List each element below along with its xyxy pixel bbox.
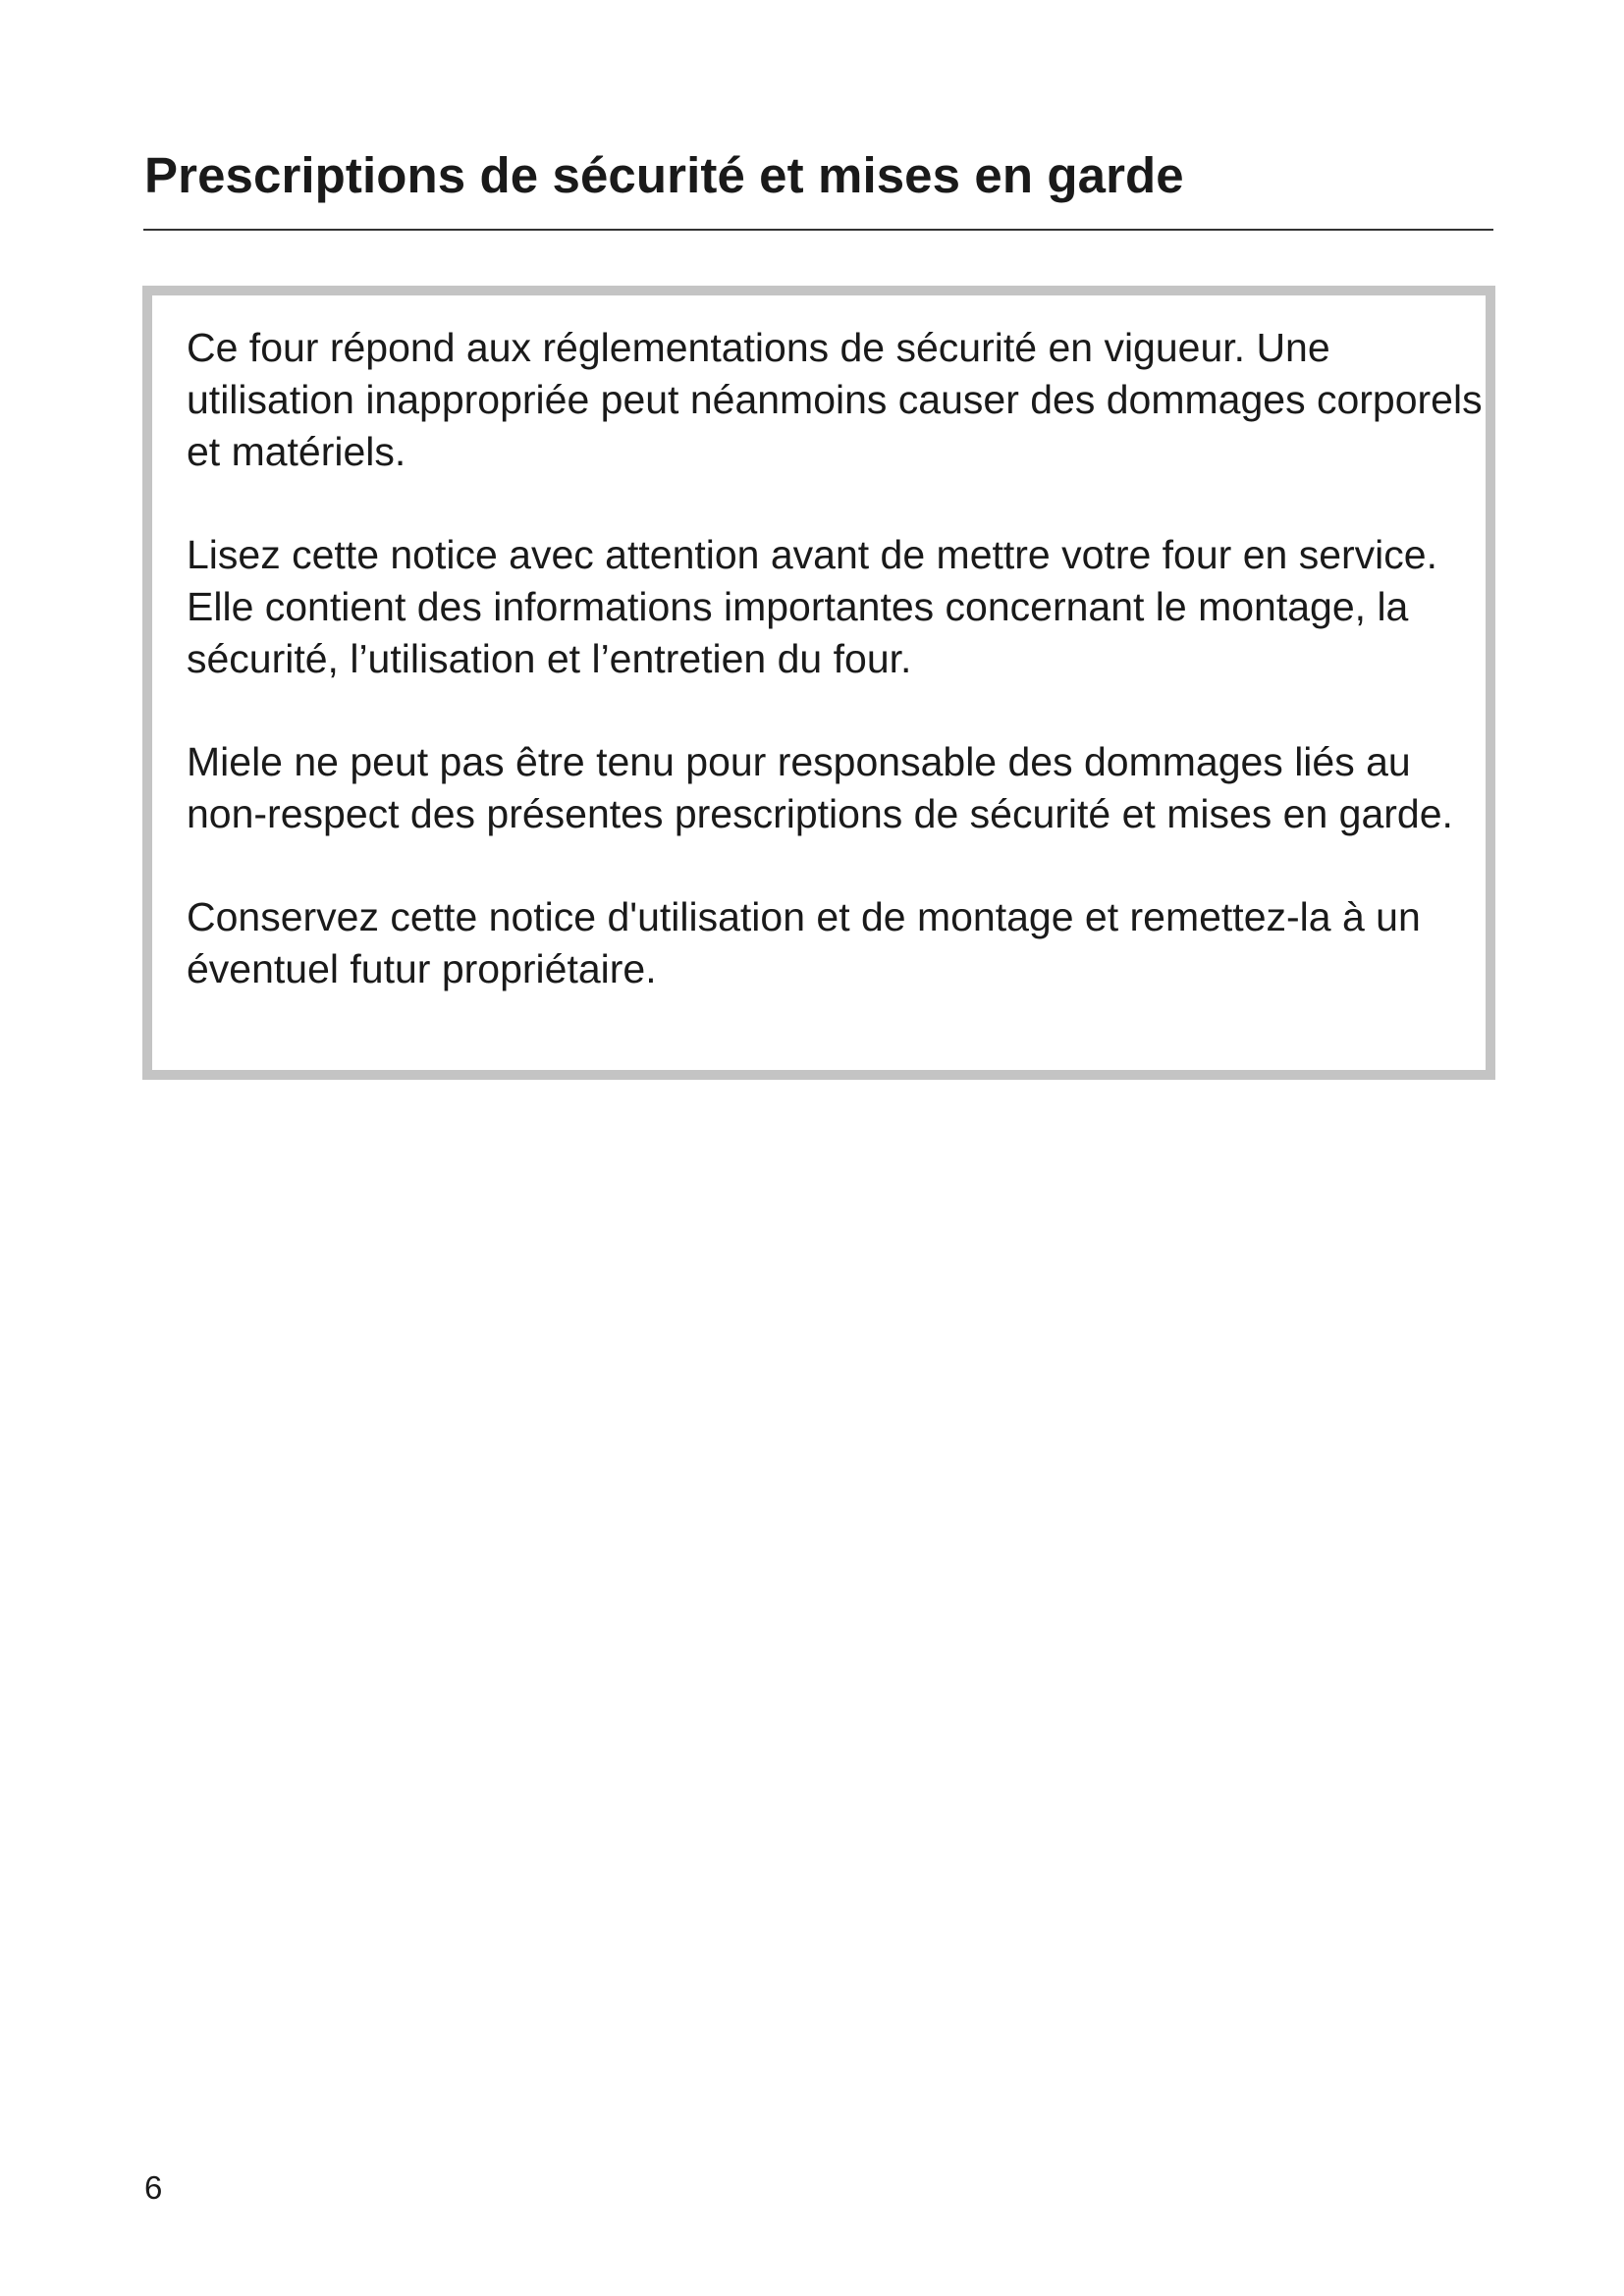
- title-divider: [143, 229, 1493, 231]
- page-title: Prescriptions de sécurité et mises en garde: [144, 147, 1184, 203]
- notice-paragraph-keep-manual: Conservez cette notice d'utilisation et de montage et remettez-la à un éventuel futur propriétaire.: [187, 894, 1421, 991]
- notice-paragraph-read-instructions: Lisez cette notice avec attention avant de mettre votre four en service. Elle contient des informations importantes concernant le montage, la sécurité, l’utilisation et l’entretien du four.: [187, 532, 1437, 681]
- page-number: 6: [144, 2169, 163, 2206]
- notice-paragraph-compliance: Ce four répond aux réglementations de sécurité en vigueur. Une utilisation inappropriée peut néanmoins causer des dommages corporels et matériels.: [187, 325, 1483, 474]
- notice-paragraph-liability: Miele ne peut pas être tenu pour responsable des dommages liés au non-respect des présentes prescriptions de sécurité et mises en garde.: [187, 739, 1453, 836]
- safety-notice-box: [142, 286, 1495, 1080]
- notice-text: [187, 322, 1492, 995]
